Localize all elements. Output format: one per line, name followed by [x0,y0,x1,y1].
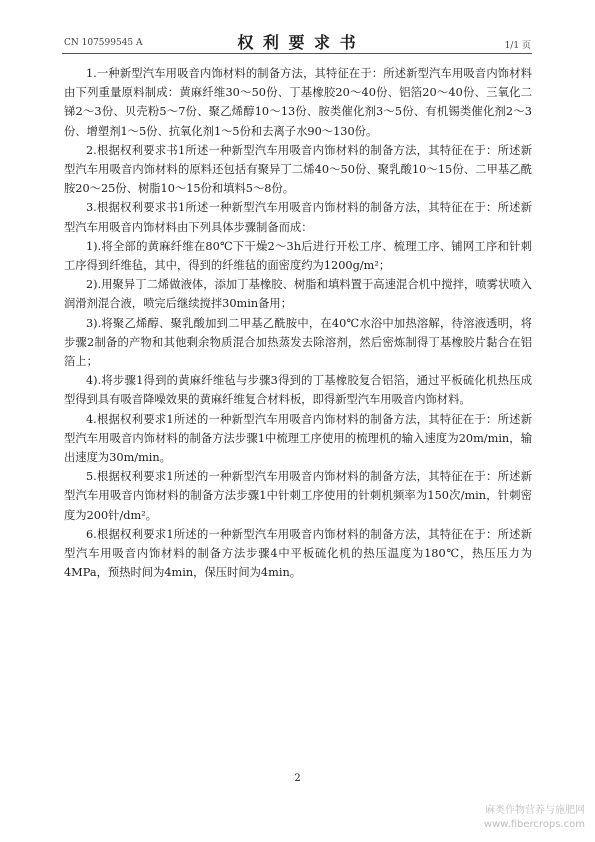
claims-body [64,64,532,582]
claim-3-step-1: 1).将全部的黄麻纤维在80℃下干燥2～3h后进行开松工序、梳理工序、铺网工序和针刺工序得到纤维毡，其中，得到的纤维毡的面密度约为1200g/m²； [64,239,532,273]
claim-3-step-2: 2).用聚异丁二烯做液体，添加丁基橡胶、树脂和填料置于高速混合机中搅拌，喷雾状喷入润滑剂混合液，喷完后继续搅拌30min备用； [64,278,532,311]
claim-4: 4.根据权利要求1所述的一种新型汽车用吸音内饰材料的制备方法，其特征在于：所述新型汽车用吸音内饰材料的制备方法步骤1中梳理工序使用的梳理机的输入速度为20m/min，输出速度为30m/min。 [64,412,532,465]
claim-2: 2.根据权利要求书1所述一种新型汽车用吸音内饰材料的制备方法，其特征在于：所述新型汽车用吸音内饰材料的原料还包括有聚异丁二烯40～50份、聚乳酸10～15份、二甲基乙酰胺20～25份、树脂10～15份和填料5～8份。 [64,143,532,196]
watermark [484,804,585,832]
claim-6: 6.根据权利要求1所述的一种新型汽车用吸音内饰材料的制备方法，其特征在于：所述新型汽车用吸音内饰材料的制备方法步骤4中平板硫化机的热压温度为180℃，热压压力为4MPa，预热时间为4min，保压时间为4min。 [64,527,532,580]
claim-3: 3.根据权利要求书1所述一种新型汽车用吸音内饰材料的制备方法，其特征在于：所述新型汽车用吸音内饰材料由下列具体步骤制备而成： [64,201,532,234]
header-page-info: 1/1 页 [504,41,531,51]
claim-3-step-4: 4).将步骤1得到的黄麻纤维毡与步骤3得到的丁基橡胶复合铝箔，通过平板硫化机热压成型得到具有吸音降噪效果的黄麻纤维复合材料板，即得新型汽车用吸音内饰材料。 [64,374,532,407]
header-rule [62,53,532,54]
header-doc-number: CN 107599545 A [64,38,143,48]
claim-1: 1.一种新型汽车用吸音内饰材料的制备方法，其特征在于：所述新型汽车用吸音内饰材料由下列重量原料制成：黄麻纤维30～50份、丁基橡胶20～40份、铝箔20～40份、三氧化二锑2～3份、贝壳粉5～7份、聚乙烯醇10～13份、胺类催化剂3～5份、有机锡类催化剂2～3份、增塑剂1～5份、抗氧化剂1～5份和去离子水90～130份。 [64,67,532,138]
watermark-url: www.fibercrops.com [483,819,585,830]
claim-5: 5.根据权利要求1所述的一种新型汽车用吸音内饰材料的制备方法，其特征在于：所述新型汽车用吸音内饰材料的制备方法步骤1中针刺工序使用的针刺机频率为150次/min，针刺密度为200针/dm²。 [64,470,532,522]
page-number: 2 [294,773,301,784]
page-title: 权 利 要 求 书 [237,33,358,52]
claim-3-step-3: 3).将聚乙烯醇、聚乳酸加到二甲基乙酰胺中，在40℃水浴中加热溶解，待溶液透明，将步骤2制备的产物和其他剩余物质混合加热蒸发去除溶剂，然后密炼制得丁基橡胶片黏合在铝箔上； [64,316,532,369]
watermark-site-name: 麻类作物营养与施肥网 [485,805,585,816]
